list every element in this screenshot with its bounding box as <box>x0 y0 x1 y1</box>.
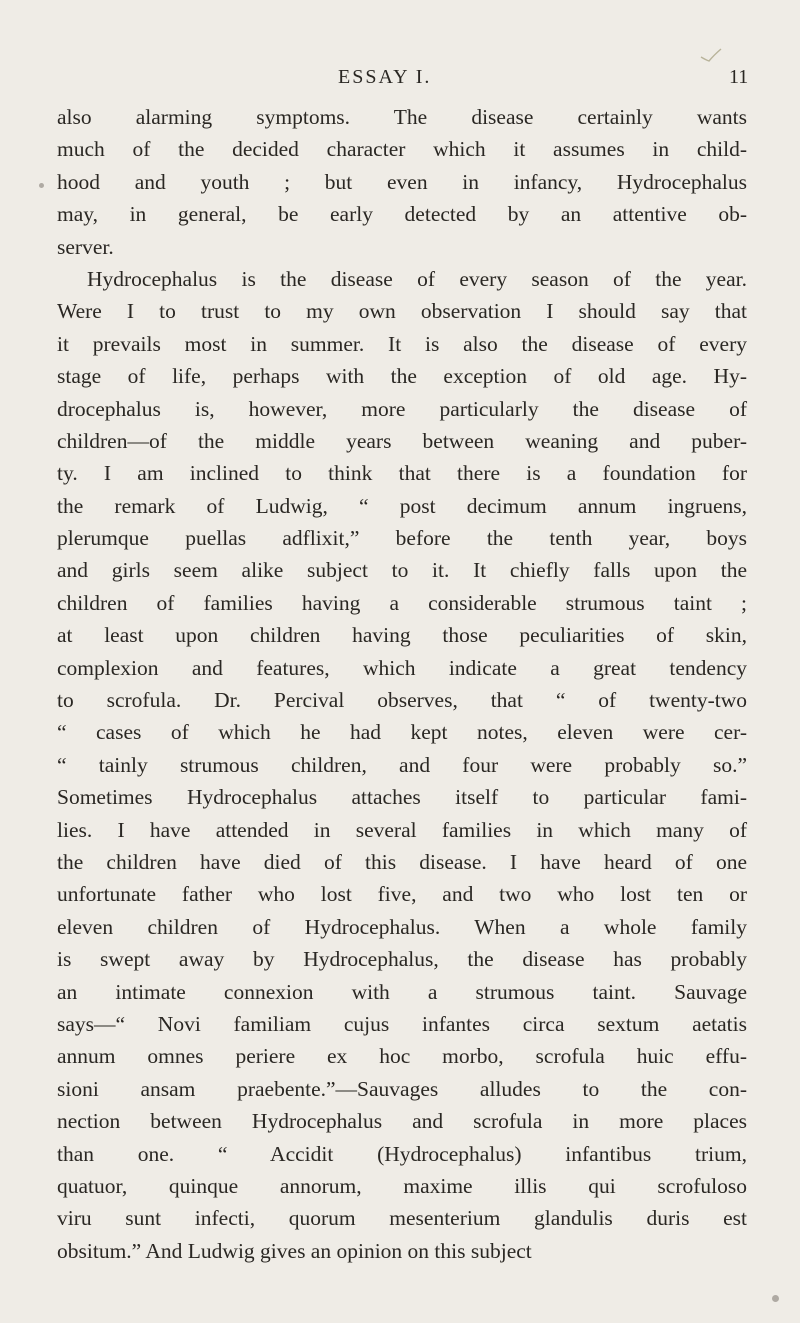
text-line: hood and youth ; but even in infancy, Hydrocephalus <box>57 169 747 194</box>
text-line: also alarming symptoms. The disease certainly wants <box>57 105 747 129</box>
paper-speck <box>39 183 44 188</box>
text-line: eleven children of Hydrocephalus. When a whole family <box>57 914 747 939</box>
running-head: ESSAY I. <box>338 66 432 88</box>
text-line: at least upon children having those peculiarities of skin, <box>57 623 747 648</box>
text-line: obsitum.” And Ludwig gives an opinion on this subject <box>57 1238 532 1263</box>
text-line: Hydrocephalus is the disease of every season of the year. <box>87 266 747 291</box>
text-line: the remark of Ludwig, “ post decimum annum ingruens, <box>57 493 747 518</box>
text-line: unfortunate father who lost five, and two who lost ten or <box>57 882 747 907</box>
page-header <box>0 66 800 92</box>
text-line: and girls seem alike subject to it. It chiefly falls upon the <box>57 558 747 583</box>
text-line: viru sunt infecti, quorum mesenterium glandulis duris est <box>57 1206 747 1231</box>
text-line: drocephalus is, however, more particularly the disease of <box>57 396 747 421</box>
text-line: Sometimes Hydrocephalus attaches itself to particular fami- <box>57 785 747 810</box>
text-line: children—of the middle years between weaning and puber- <box>57 428 747 453</box>
text-line: server. <box>57 234 114 259</box>
text-line: complexion and features, which indicate a great tendency <box>57 655 747 680</box>
text-line: lies. I have attended in several families in which many of <box>57 817 747 842</box>
pencil-tick-mark <box>700 48 722 62</box>
text-line: plerumque puellas adflixit,” before the tenth year, boys <box>57 526 747 551</box>
text-line: an intimate connexion with a strumous taint. Sauvage <box>57 979 747 1004</box>
text-line: “ cases of which he had kept notes, eleven were cer- <box>57 720 747 745</box>
text-line: it prevails most in summer. It is also the disease of every <box>57 331 747 356</box>
text-line: sioni ansam praebente.”—Sauvages alludes to the con- <box>57 1076 747 1101</box>
text-line: Were I to trust to my own observation I should say that <box>57 299 747 324</box>
text-line: is swept away by Hydrocephalus, the disease has probably <box>57 947 747 972</box>
text-line: quatuor, quinque annorum, maxime illis qui scrofuloso <box>57 1173 747 1198</box>
text-line: than one. “ Accidit (Hydrocephalus) infantibus trium, <box>57 1141 747 1166</box>
text-line: says—“ Novi familiam cujus infantes circa sextum aetatis <box>57 1011 747 1036</box>
text-line: ty. I am inclined to think that there is a foundation for <box>57 461 747 486</box>
body-text <box>57 101 747 1267</box>
text-line: to scrofula. Dr. Percival observes, that “ of twenty-two <box>57 688 747 713</box>
paper-speck <box>772 1295 779 1302</box>
text-line: much of the decided character which it assumes in child- <box>57 137 747 162</box>
text-line: children of families having a considerable strumous taint ; <box>57 590 747 615</box>
text-line: stage of life, perhaps with the exception of old age. Hy- <box>57 364 747 389</box>
text-line: annum omnes periere ex hoc morbo, scrofula huic effu- <box>57 1044 747 1069</box>
text-line: the children have died of this disease. I have heard of one <box>57 849 747 874</box>
text-line: may, in general, be early detected by an attentive ob- <box>57 202 747 227</box>
text-line: nection between Hydrocephalus and scrofula in more places <box>57 1109 747 1134</box>
text-line: “ tainly strumous children, and four were probably so.” <box>57 752 747 777</box>
page-number: 11 <box>729 66 749 88</box>
